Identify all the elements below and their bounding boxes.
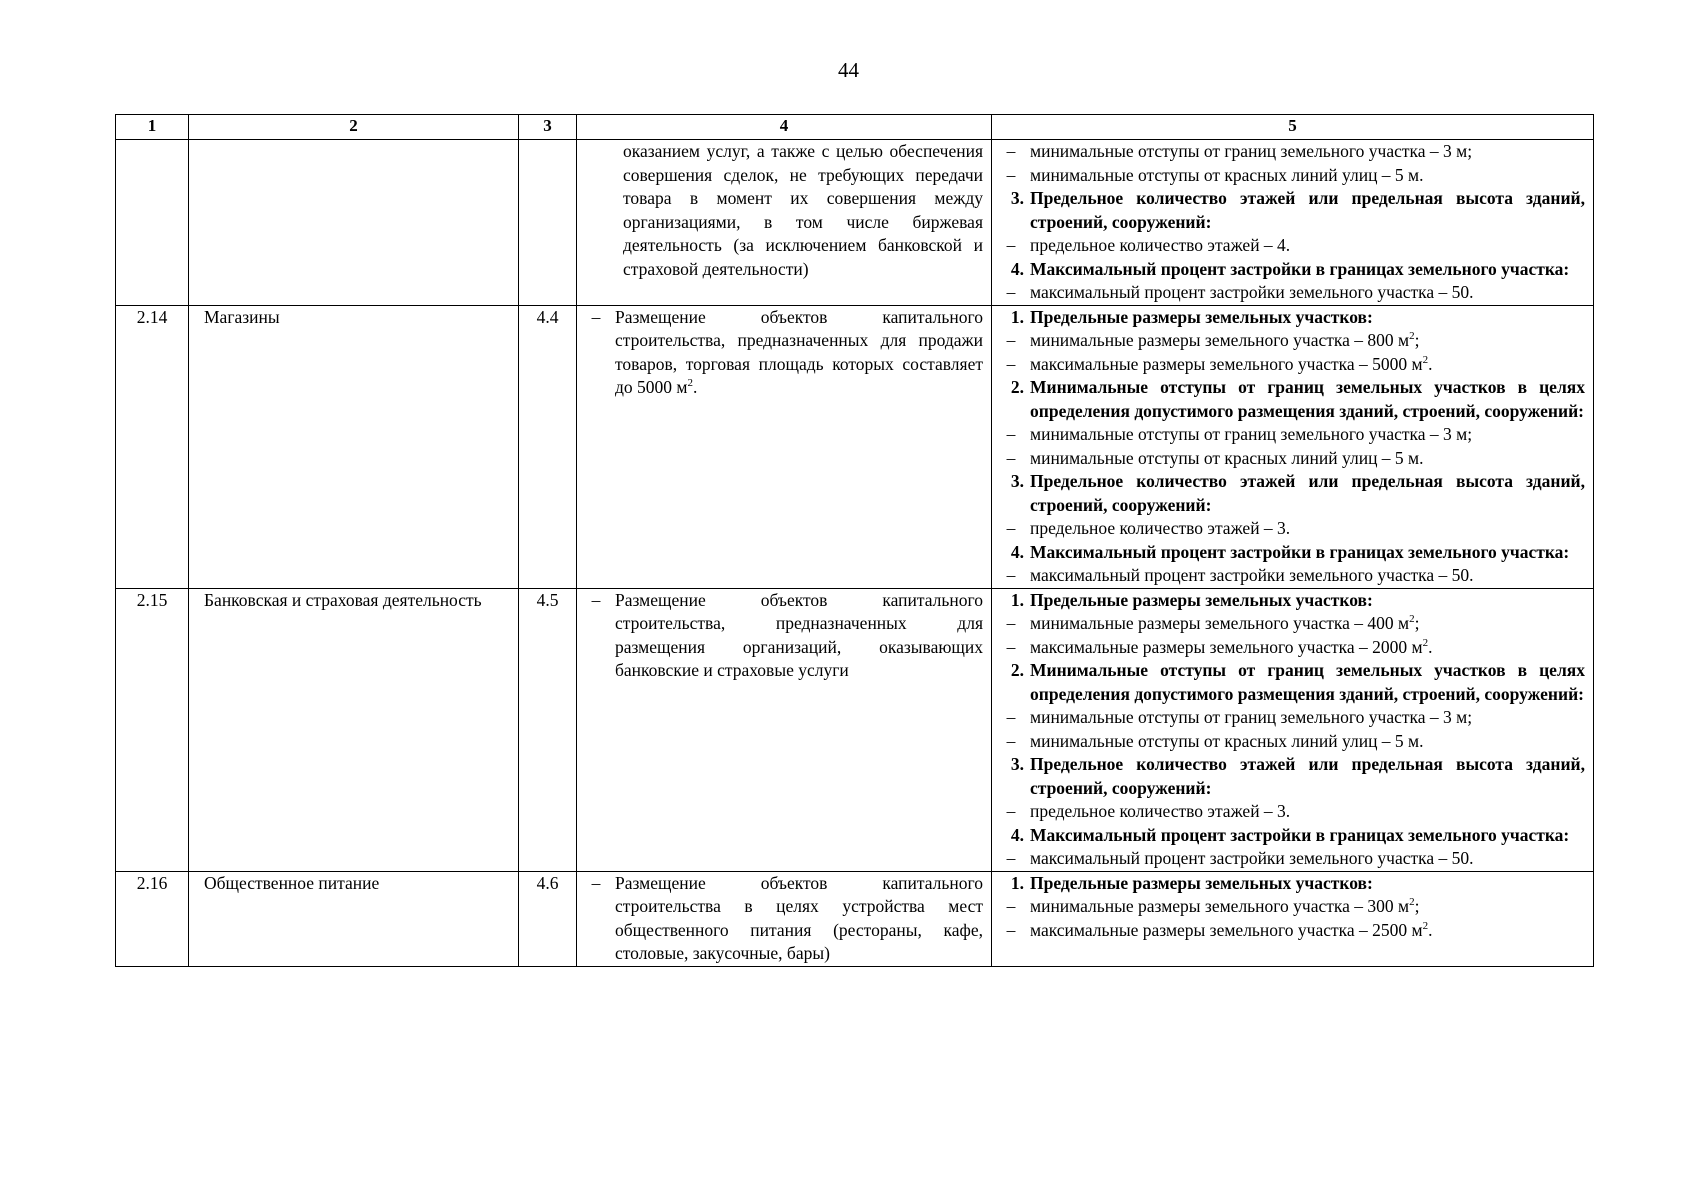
parameter-line	[992, 517, 1593, 541]
parameter-line	[992, 423, 1593, 447]
item-number: 3.	[1010, 471, 1024, 491]
parameter-line	[992, 564, 1593, 588]
parameter-line	[992, 800, 1593, 824]
use-type-code	[519, 140, 577, 306]
parameter-value: минимальные отступы от красных линий улиц – 5 м.	[1030, 730, 1424, 751]
parameter-value: минимальные отступы от границ земельного участка – 3 м;	[1030, 141, 1473, 161]
parameters-cell	[992, 871, 1594, 966]
table-row	[116, 305, 1594, 588]
use-type-name: Банковская и страховая деятельность	[189, 588, 519, 871]
description-text: Размещение объектов капитального строительства, предназначенных для размещения организаций, оказывающих банковские и страховые услуги	[615, 589, 983, 680]
parameter-line	[992, 589, 1593, 613]
parameter-line	[992, 919, 1593, 943]
parameter-value: максимальный процент застройки земельного участка – 50.	[1030, 565, 1474, 585]
parameter-line	[992, 541, 1593, 565]
parameter-line	[992, 376, 1593, 423]
use-type-code: 4.4	[519, 305, 577, 588]
parameter-line	[992, 636, 1593, 660]
dash-marker: –	[1006, 447, 1016, 468]
table-row	[116, 140, 1594, 306]
parameter-heading: Предельное количество этажей или предельная высота зданий, строений, сооружений:	[1030, 754, 1585, 798]
dash-marker: –	[591, 306, 601, 327]
parameter-heading: Предельные размеры земельных участков:	[1030, 589, 1373, 610]
header-col-1: 1	[116, 115, 189, 140]
parameter-value: минимальные размеры земельного участка – 400 $м^2$;	[1030, 613, 1420, 633]
row-number: 2.16	[116, 871, 189, 966]
parameter-value: предельное количество этажей – 3.	[1030, 518, 1291, 538]
parameter-line	[992, 706, 1593, 730]
parameter-value: максимальные размеры земельного участка – 2000 $м^2$.	[1030, 636, 1433, 657]
dash-marker: –	[1006, 424, 1016, 444]
use-type-name	[189, 140, 519, 306]
use-type-code: 4.6	[519, 871, 577, 966]
parameter-heading: Минимальные отступы от границ земельных участков в целях определения допустимого размещения зданий, строений, сооружений:	[1030, 660, 1585, 704]
description-text: Размещение объектов капитального строительства, предназначенных для продажи товаров, торговая площадь которых составляет до 5000 $м^2$.	[615, 306, 983, 397]
use-type-description	[577, 588, 992, 871]
dash-marker: –	[1006, 636, 1016, 657]
dash-marker: –	[1006, 707, 1016, 727]
parameter-line	[992, 753, 1593, 800]
header-col-2: 2	[189, 115, 519, 140]
header-col-4: 4	[577, 115, 992, 140]
parameter-value: максимальные размеры земельного участка – 5000 $м^2$.	[1030, 353, 1433, 374]
use-type-description	[577, 871, 992, 966]
parameter-line	[992, 470, 1593, 517]
item-number: 1.	[1010, 306, 1024, 327]
item-number: 2.	[1010, 660, 1024, 680]
item-number: 3.	[1010, 754, 1024, 774]
row-number	[116, 140, 189, 306]
dash-marker: –	[1006, 801, 1016, 821]
parameter-value: максимальный процент застройки земельного участка – 50.	[1030, 848, 1474, 868]
header-row	[116, 115, 1594, 140]
dash-marker: –	[1006, 141, 1016, 161]
parameter-line	[992, 895, 1593, 919]
parameter-line	[992, 281, 1593, 305]
dash-marker: –	[1006, 896, 1016, 916]
parameter-heading: Минимальные отступы от границ земельных участков в целях определения допустимого размещения зданий, строений, сооружений:	[1030, 377, 1585, 421]
header-col-5: 5	[992, 115, 1594, 140]
item-number: 4.	[1010, 541, 1024, 562]
dash-marker: –	[591, 589, 601, 610]
item-number: 4.	[1010, 258, 1024, 279]
parameter-line	[992, 447, 1593, 471]
use-type-code: 4.5	[519, 588, 577, 871]
parameter-line	[992, 612, 1593, 636]
regulations-table	[115, 114, 1594, 967]
use-type-name: Магазины	[189, 305, 519, 588]
parameter-line	[992, 164, 1593, 188]
parameter-value: минимальные отступы от границ земельного участка – 3 м;	[1030, 707, 1473, 727]
table-row	[116, 871, 1594, 966]
parameter-line	[992, 258, 1593, 282]
parameter-line	[992, 872, 1593, 896]
dash-marker: –	[1006, 235, 1016, 255]
parameters-cell	[992, 588, 1594, 871]
parameter-line	[992, 187, 1593, 234]
parameter-line	[992, 847, 1593, 871]
dash-marker: –	[1006, 164, 1016, 185]
dash-marker: –	[1006, 730, 1016, 751]
description-text: Размещение объектов капитального строительства в целях устройства мест общественного питания (рестораны, кафе, столовые, закусочные, бары)	[615, 872, 983, 963]
use-type-description	[577, 140, 992, 306]
row-number: 2.15	[116, 588, 189, 871]
dash-marker: –	[591, 872, 601, 893]
dash-marker: –	[1006, 282, 1016, 302]
parameter-line	[992, 234, 1593, 258]
item-number: 3.	[1010, 188, 1024, 208]
parameter-heading: Предельные размеры земельных участков:	[1030, 872, 1373, 893]
parameter-line	[992, 659, 1593, 706]
dash-marker: –	[1006, 330, 1016, 350]
parameter-value: максимальный процент застройки земельного участка – 50.	[1030, 282, 1474, 302]
item-number: 1.	[1010, 872, 1024, 893]
table-row	[116, 588, 1594, 871]
parameter-value: максимальные размеры земельного участка – 2500 $м^2$.	[1030, 919, 1433, 940]
parameter-line	[992, 329, 1593, 353]
parameter-line	[992, 140, 1593, 164]
parameter-heading: Максимальный процент застройки в границах земельного участка:	[1030, 824, 1570, 845]
item-number: 2.	[1010, 377, 1024, 397]
dash-marker: –	[1006, 353, 1016, 374]
header-col-3: 3	[519, 115, 577, 140]
dash-marker: –	[1006, 613, 1016, 633]
parameter-heading: Предельное количество этажей или предельная высота зданий, строений, сооружений:	[1030, 471, 1585, 515]
page-number: 44	[838, 58, 859, 82]
parameter-value: минимальные отступы от красных линий улиц – 5 м.	[1030, 447, 1424, 468]
parameter-value: предельное количество этажей – 3.	[1030, 801, 1291, 821]
item-number: 4.	[1010, 824, 1024, 845]
parameters-cell	[992, 140, 1594, 306]
dash-marker: –	[1006, 919, 1016, 940]
parameter-heading: Предельное количество этажей или предельная высота зданий, строений, сооружений:	[1030, 188, 1585, 232]
use-type-description	[577, 305, 992, 588]
parameter-value: минимальные размеры земельного участка – 800 $м^2$;	[1030, 330, 1420, 350]
description-text: оказанием услуг, а также с целью обеспечения совершения сделок, не требующих передачи товара в момент их совершения между организациями, в том числе биржевая деятельность (за исключением банковской и страховой деятельности)	[623, 141, 983, 279]
use-type-name: Общественное питание	[189, 871, 519, 966]
parameters-cell	[992, 305, 1594, 588]
parameter-value: минимальные размеры земельного участка – 300 $м^2$;	[1030, 896, 1420, 916]
dash-marker: –	[1006, 518, 1016, 538]
parameter-value: минимальные отступы от границ земельного участка – 3 м;	[1030, 424, 1473, 444]
parameter-heading: Предельные размеры земельных участков:	[1030, 306, 1373, 327]
row-number: 2.14	[116, 305, 189, 588]
parameter-line	[992, 353, 1593, 377]
parameter-heading: Максимальный процент застройки в границах земельного участка:	[1030, 541, 1570, 562]
dash-marker: –	[1006, 848, 1016, 868]
parameter-line	[992, 824, 1593, 848]
dash-marker: –	[1006, 565, 1016, 585]
parameter-heading: Максимальный процент застройки в границах земельного участка:	[1030, 258, 1570, 279]
parameter-line	[992, 730, 1593, 754]
parameter-value: минимальные отступы от красных линий улиц – 5 м.	[1030, 164, 1424, 185]
item-number: 1.	[1010, 589, 1024, 610]
parameter-line	[992, 306, 1593, 330]
parameter-value: предельное количество этажей – 4.	[1030, 235, 1291, 255]
